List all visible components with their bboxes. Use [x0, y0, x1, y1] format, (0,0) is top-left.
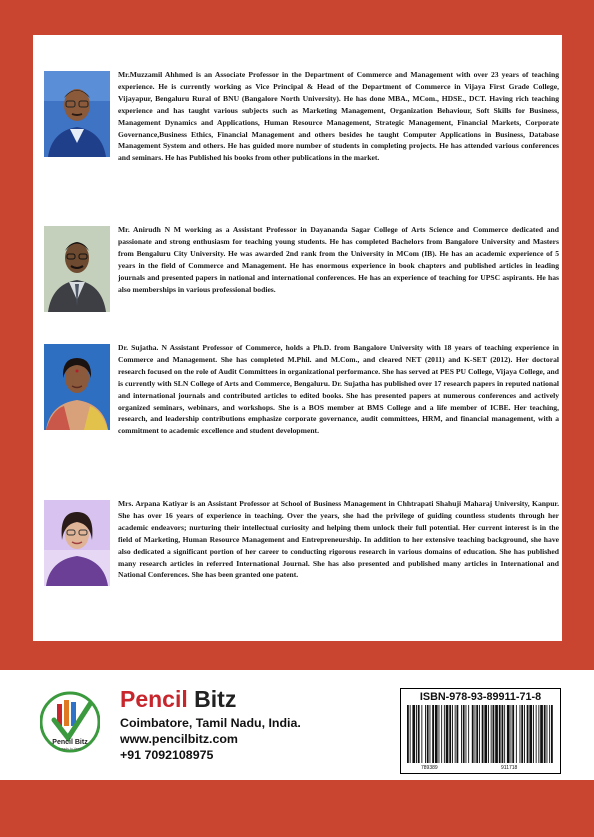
barcode	[401, 689, 560, 773]
barcode-bar	[527, 705, 529, 763]
barcode-bar	[511, 705, 512, 763]
barcode-bar	[502, 705, 504, 763]
barcode-bar	[488, 705, 489, 763]
logo-tagline: Leads to Vest	[59, 747, 81, 751]
barcode-bar	[430, 705, 431, 763]
barcode-bar	[482, 705, 484, 763]
isbn-digits-right: 911718	[501, 765, 518, 771]
publisher-logo	[40, 686, 100, 766]
barcode-bar	[544, 705, 546, 763]
publisher-location: Coimbatore, Tamil Nadu, India.	[120, 716, 301, 730]
barcode-bar	[452, 705, 453, 763]
barcode-bar	[446, 705, 449, 763]
barcode-bar	[457, 705, 459, 763]
barcode-bar	[441, 705, 442, 763]
barcode-bar	[507, 705, 510, 763]
isbn-digits-left: 789389	[421, 765, 438, 771]
barcode-bar	[427, 705, 429, 763]
barcode-bar	[520, 705, 521, 763]
barcode-bar	[476, 705, 478, 763]
barcode-bar	[493, 705, 495, 763]
barcode-bar	[466, 705, 467, 763]
author-photo	[44, 71, 110, 157]
bio-panel	[33, 35, 562, 641]
bio-text: Dr. Sujatha. N Assistant Professor of Commerce, holds a Ph.D. from Bangalore University with 18 years of teaching experience in Commerce and Management. She has completed M.Phil. and M.Com., and cleared NET (2011) and K-SET (2012). Her doctoral research focused on the role of Audit Committees in organizational performance. She has served at PES PU College, Vijaya College, and is currently with SLN College of Arts and Commerce, Bengaluru. Dr. Sujatha has published over 17 research papers in reputed national and international journals and contributed articles to edited books. She has presented papers at numerous conferences and actively organized seminars, webinars, and workshops. She is a BOS member at BMS College and a life member of ICBE. Her teaching, research, and leadership contributions emphasize corporate governance, audit committees, HRM, and financial management, with a commitment to academic excellence and student development.	[118, 343, 559, 436]
barcode-bar	[435, 705, 438, 763]
barcode-bar	[491, 705, 492, 763]
barcode-bar	[461, 705, 462, 763]
barcode-bar	[533, 705, 534, 763]
barcode-bar	[538, 705, 539, 763]
barcode-bar	[536, 705, 537, 763]
publisher-section	[0, 670, 594, 780]
barcode-bar	[551, 705, 553, 763]
barcode-bar	[425, 705, 426, 763]
barcode-bar	[524, 705, 525, 763]
publisher-name-first: Pencil	[120, 686, 188, 712]
isbn-label: ISBN-978-93-89911-71-8	[419, 691, 542, 703]
barcode-bar	[449, 705, 451, 763]
logo-text: Pencil Bitz	[52, 739, 88, 746]
barcode-bar	[547, 705, 548, 763]
barcode-bar	[410, 705, 411, 763]
barcode-bar	[468, 705, 469, 763]
barcode-bar	[499, 705, 501, 763]
barcode-bar	[444, 705, 445, 763]
barcode-bar	[407, 705, 409, 763]
author-photo	[44, 500, 110, 586]
barcode-bar	[412, 705, 415, 763]
author-photo	[44, 344, 110, 430]
publisher-name	[120, 686, 236, 713]
barcode-bar	[455, 705, 456, 763]
barcode-bar	[484, 705, 487, 763]
publisher-website: www.pencilbitz.com	[120, 732, 238, 746]
barcode-bar	[439, 705, 440, 763]
barcode-bar	[529, 705, 532, 763]
barcode-bar	[479, 705, 480, 763]
publisher-name-rest: Bitz	[187, 686, 237, 712]
isbn-barcode-box	[400, 688, 561, 774]
bio-text: Mrs. Arpana Katiyar is an Assistant Professor at School of Business Management in Chhtrapati Shahuji Maharaj University, Kanpur. She has over 16 years of experience in teaching. Over the years, she had the privilege of guiding countless students through her academic endeavors; nurturing their intellectual curiosity and helping them unlock their full potential. Her current interest is in the field of Marketing, Human Resource Management and Entrepreneurship. In addition to her extensive teaching background, she have also dedicated a significant portion of her career to conducting rigorous research in various domains of education. She has published many research articles in referred International Journal. She has also presented and published many articles in International and National Conferences. She has been granted one patent.	[118, 499, 559, 580]
barcode-bar	[521, 705, 523, 763]
author-photo	[44, 226, 110, 312]
barcode-bar	[472, 705, 474, 763]
bio-text: Mr. Anirudh N M working as a Assistant Professor in Dayananda Sagar College of Arts Science and Commerce dedicated and passionate and strong enthusiasm for teaching young students. He has completed Bachelors from Bangalore University and Masters from Bengaluru City University. He was awarded 2nd rank from the University in MCom (IB). He has an academic experience of 5 years in the field of Commerce and Management. He has enormous experience in book chapters and published articles in leading journals and presented papers in national and international conferences. He has an experience of teaching for UPSC aspirants. He has also memberships in various professional bodies.	[118, 225, 559, 294]
barcode-bar	[549, 705, 550, 763]
bio-text: Mr.Muzzamil Ahhmed is an Associate Professor in the Department of Commerce and Management with over 23 years of teaching experience. He is currently working as Vice Principal & Head of the Department of Commerce in Vijaya First Grade College, Vijayapur, Bengaluru Rural of BNU (Bangalore North University). He has done MBA., MCom., HDSE., DCT. Having rich teaching experience and has taught various subjects such as Marketing Management, Organization Behaviour, Soft Skills for Business, Management Dynamics and Applications, Human Resource Management, Strategic Management, Financial Markets, Corporate Governance,Business Ethics, Financial Management and others besides he taught Computer Applications in Business, Database Management System and others. He has guided more number of students in completing projects. He has attended various conferences and seminars. He has Published his books from other publications in the market.	[118, 70, 559, 163]
barcode-bar	[516, 705, 517, 763]
barcode-bar	[463, 705, 465, 763]
barcode-bar	[504, 705, 505, 763]
publisher-phone: +91 7092108975	[120, 748, 214, 762]
barcode-bar	[475, 705, 476, 763]
barcode-bar	[495, 705, 498, 763]
barcode-bar	[418, 705, 420, 763]
barcode-bar	[540, 705, 543, 763]
barcode-bar	[416, 705, 417, 763]
barcode-bar	[432, 705, 434, 763]
barcode-bar	[421, 705, 422, 763]
barcode-bar	[512, 705, 514, 763]
